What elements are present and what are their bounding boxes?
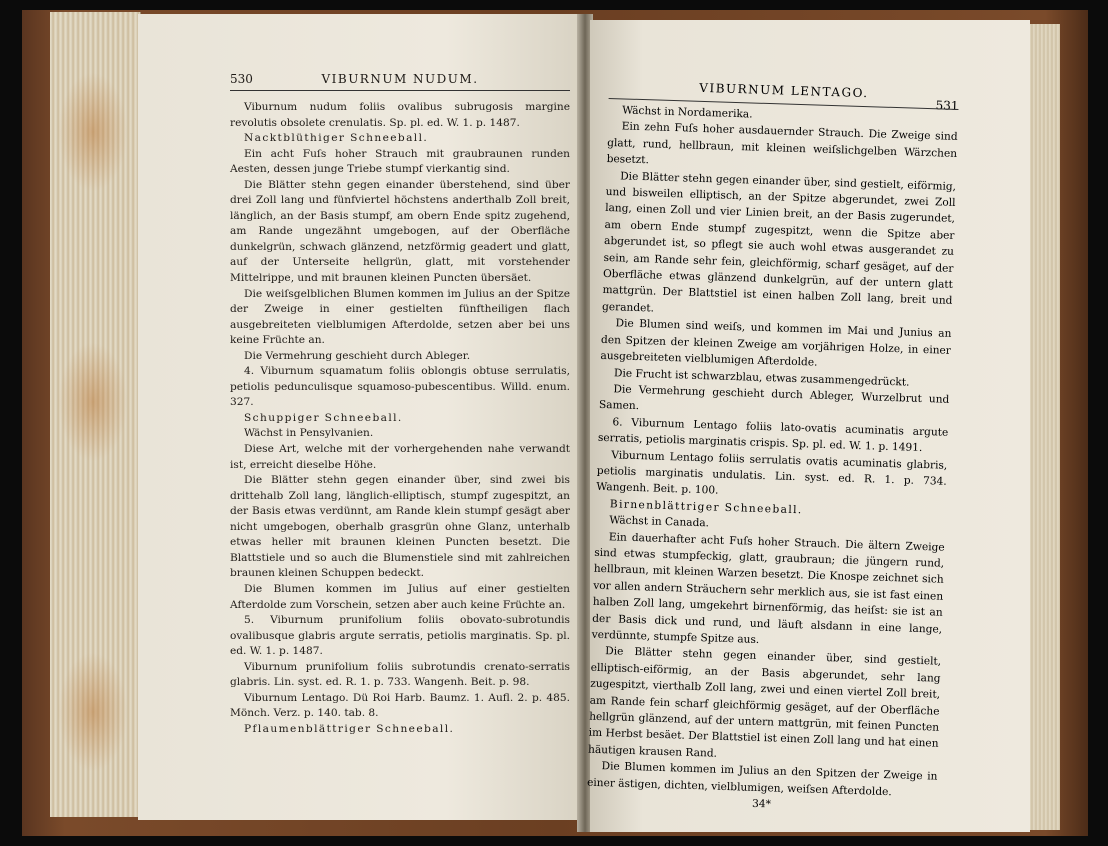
paragraph: Viburnum Lentago. Dü Roi Harb. Baumz. 1. Aufl. 2. p. 485. Mönch. Verz. p. 140. tab. 8. [230, 691, 570, 720]
foxing-stain [58, 72, 128, 192]
paragraph: Wächst in Nordamerika. [622, 104, 753, 121]
paragraph: Die Blätter stehn gegen einander überstehend, sind über drei Zoll lang und fünfviertel höchstens anderthalb Zoll breit, länglich, an der Basis stumpf, am obern Ende spitz zugehend, am Rande ungezähnt umgebogen, auf der Oberfläche dunkelgrün, schwach glänzend, netzförmig geadert und glatt, auf der Unterseite hellgrün, glatt, mit vorstehender Mittelrippe, und mit braunen kleinen Puncten übersäet. [230, 178, 570, 285]
page-number: 530 [230, 72, 253, 86]
header-rule [230, 90, 570, 91]
paragraph: 4. Viburnum squamatum foliis oblongis obtuse serrulatis, petiolis pedunculisque squamoso-pubescentibus. Willd. enum. 327. [230, 365, 570, 409]
paragraph: Die weiſsgelblichen Blumen kommen im Julius an der Spitze der Zweige in einer gestielten fünftheiligen flach ausgebreiteten vielblumigen Afterdolde, setzen aber bei uns keine Früchte an. [230, 287, 570, 347]
foxing-stain [58, 342, 128, 462]
paragraph: Birnenblättriger Schneeball. [609, 497, 803, 517]
paragraph: Ein zehn Fuſs hoher ausdauernder Strauch. Die Zweige sind glatt, rund, hellbraun, mit kleinen weiſslichgelben Wärzchen besetzt. [606, 120, 958, 167]
paragraph: Die Vermehrung geschieht durch Ableger, Wurzelbrut und Samen. [598, 383, 950, 413]
signature-mark: 34* [751, 797, 772, 811]
page-block-edge-left [50, 12, 141, 817]
paragraph: Viburnum Lentago foliis serrulatis ovatis acuminatis glabris, petiolis marginatis undulatis. Lin. syst. ed. R. 1. p. 734. Wangenh. Beit. p. 100. [596, 448, 948, 497]
paragraph: Schuppiger Schneeball. [244, 411, 403, 424]
paragraph: Wächst in Canada. [609, 514, 710, 530]
paragraph: Die Blätter stehn gegen einander über, sind gestielt, eiförmig, und bisweilen elliptisch, an der Spitze abgerundet, zwei Zoll lang, einen Zoll und vier Linien breit, an der Basis zugerundet, am obern Ende stumpf zugespitzt, wenn die Spitze aber abgerundet ist, so pflegt sie auch wohl etwas ausgerandet zu sein, am Rande sehr fein, gleichförmig, scharf gesäget, auf der Oberfläche etwas glänzend dunkelgrün, auf der untern glatt mattgrün. Der Blattstiel ist einen halben Zoll lang, breit und gerandet. [601, 170, 957, 315]
running-title: VIBURNUM LENTAGO. [699, 80, 869, 101]
paragraph: Wächst in Pensylvanien. [244, 427, 374, 440]
foxing-stain [58, 652, 128, 772]
paragraph: Die Frucht ist schwarzblau, etwas zusammengedrückt. [613, 366, 910, 389]
paragraph: Viburnum nudum foliis ovalibus subrugosis margine revolutis obsolete crenulatis. Sp. pl. ed. W. 1. p. 1487. [230, 101, 570, 129]
paragraph: Ein acht Fuſs hoher Strauch mit graubraunen runden Aesten, dessen junge Triebe stumpf vierkantig sind. [230, 147, 570, 176]
paragraph: Die Blätter stehn gegen einander über, sind zwei bis drittehalb Zoll lang, länglich-elliptisch, stumpf zugespitzt, an der Basis etwas verdünnt, am Rande klein stumpf gesägt aber nicht umgebogen, oberhalb grasgrün ohne Glanz, unterhalb etwas heller mit braunen kleinen Puncten besetzt. Die Blattstiele und so auch die Blumenstiele sind mit zahlreichen braunen kleinen Schuppen bedeckt. [230, 474, 570, 580]
paragraph: Ein dauerhafter acht Fuſs hoher Strauch. Die ältern Zweige sind etwas stumpfeckig, glatt, graubraun; die jüngern rund, hellbraun, mit kleinen Warzen besetzt. Die Knospe zeichnet sich vor allen andern Sträuchern sehr merklich aus, sie ist fast einen halben Zoll lang, umgekehrt birnenförmig, das heiſst: sie ist an der Basis dick und rund, und läuft alsdann in eine lange, verdünnte, stumpfe Spitze aus. [591, 530, 945, 646]
paragraph: Die Blumen kommen im Julius auf einer gestielten Afterdolde zum Vorschein, setzen aber auch keine Früchte an. [230, 582, 570, 611]
paragraph: 5. Viburnum prunifolium foliis obovato-subrotundis ovalibusque glabris argute serratis, petiolis marginatis. Sp. pl. ed. W. 1. p. 1487. [230, 614, 570, 658]
right-page-body [586, 102, 958, 818]
page-block-edge-right [1030, 24, 1060, 830]
page-number: 531 [935, 98, 959, 113]
paragraph: Die Blumen sind weiſs, und kommen im Mai und Junius an den Spitzen der kleinen Zweige am vorjährigen Holze, in einer ausgebreiteten vielblumigen Afterdolde. [600, 317, 952, 369]
left-page-header [230, 72, 570, 92]
paragraph: Die Blätter stehn gegen einander über, sind gestielt, elliptisch-eiförmig, an der Basis abgerundet, sehr lang zugespitzt, vierthalb Zoll lang, zwei und einen viertel Zoll breit, am Rande fein scharf gleichförmig gesäget, auf der Oberfläche hellgrün glänzend, auf der untern mattgrün, mit feinen Puncten im Herbst besäet. Der Blattstiel ist einen Zoll lang und hat einen häutigen krausen Rand. [587, 645, 942, 760]
paragraph: Diese Art, welche mit der vorhergehenden nahe verwandt ist, erreicht dieselbe Höhe. [230, 443, 570, 471]
paragraph: 6. Viburnum Lentago foliis lato-ovatis acuminatis argute serratis, petiolis marginatis crispis. Sp. pl. ed. W. 1. p. 1491. [597, 415, 949, 455]
paragraph: Viburnum prunifolium foliis subrotundis crenato-serratis glabris. Lin. syst. ed. R. 1. p. 733. Wangenh. Beit. p. 98. [230, 660, 570, 689]
paragraph: Die Blumen kommen im Julius an den Spitzen der Zweige in einer ästigen, dichten, vielblumigen, weiſsen Afterdolde. [586, 760, 938, 798]
paragraph: Pflaumenblättriger Schneeball. [244, 722, 455, 735]
paragraph: Die Vermehrung geschieht durch Ableger. [244, 349, 471, 362]
running-title: VIBURNUM NUDUM. [321, 72, 479, 86]
left-page-body [230, 100, 570, 737]
right-page-content [586, 54, 960, 811]
left-page [138, 14, 578, 820]
paragraph: Nacktblüthiger Schneeball. [244, 132, 429, 145]
